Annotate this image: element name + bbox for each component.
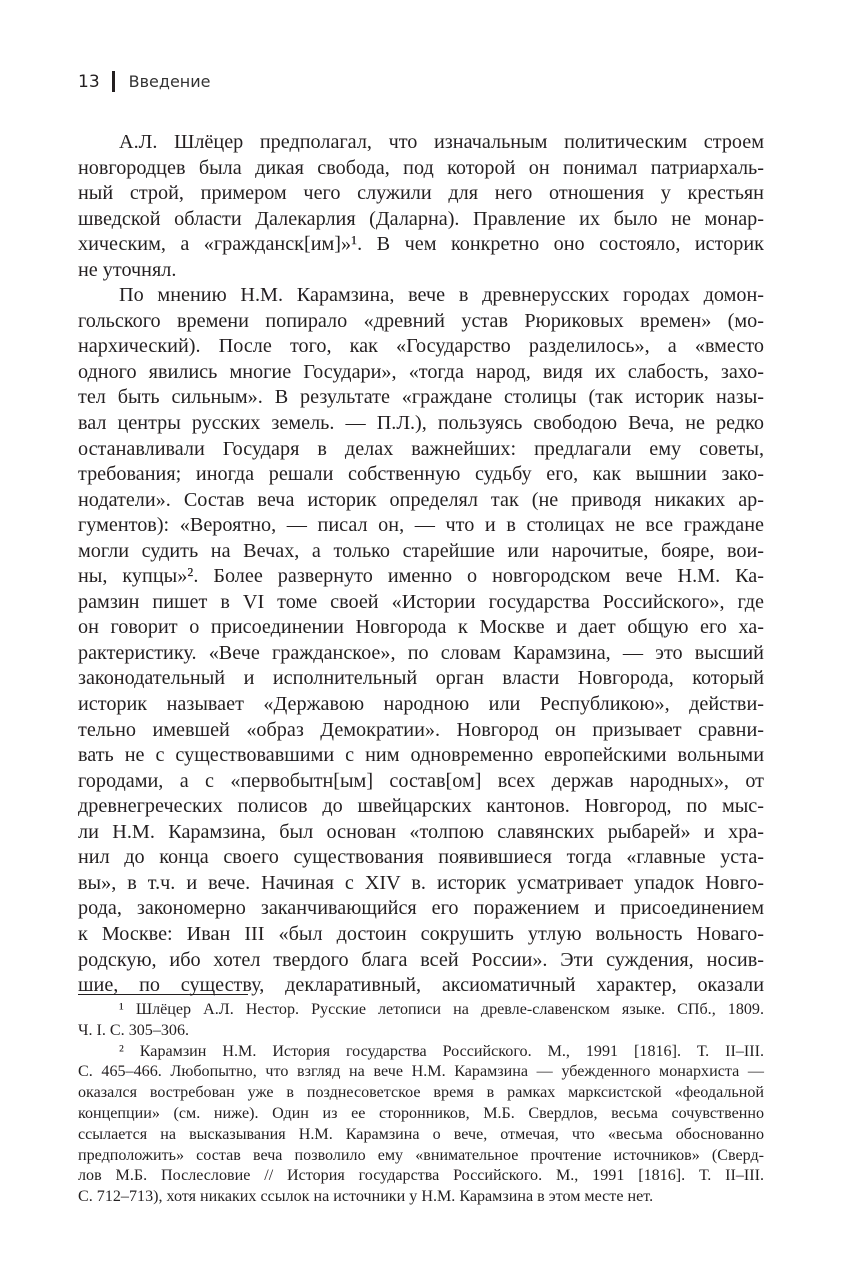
body-line: ли Н.М. Карамзина, был основан «толпою славянских рыбарей» и хра- [78, 820, 764, 843]
body-line: По мнению Н.М. Карамзина, вече в древнерусских городах домон- [119, 284, 764, 307]
body-line: не уточнял. [78, 258, 177, 281]
body-line: нодатели». Состав веча историк определял так (не приводя никаких ар- [78, 488, 764, 511]
section-title: Введение [128, 72, 211, 91]
body-line: родскую, ибо хотел твердого блага всей России». Эти суждения, носив- [78, 948, 764, 971]
body-line: древнегреческих полисов до швейцарских кантонов. Новгород, по мыс- [78, 795, 764, 818]
body-line: хическим, а «гражданск[им]»¹. В чем конкретно оно состояло, историк [78, 233, 764, 256]
body-line: нил до конца своего существования появившиеся тогда «главные уста- [78, 846, 764, 869]
footnotes [78, 1000, 764, 1208]
footnote-line: концепции» (см. ниже). Один из ее сторонников, М.Б. Свердлов, весьма сочувственно [78, 1104, 764, 1122]
body-line: тельно имевшей «образ Демократии». Новгород он призывает сравни- [78, 718, 764, 741]
footnote-line: предположить» состав веча позволило ему «внимательное прочтение источников» (Сверд- [78, 1146, 764, 1164]
body-line: вал центры русских земель. — П.Л.), пользуясь свободою Веча, не редко [78, 412, 764, 435]
body-line: ны, купцы»². Более развернуто именно о новгородском вече Н.М. Ка- [78, 565, 764, 588]
running-head [78, 71, 211, 92]
footnote-line: лов М.Б. Послесловие // История государства Российского. М., 1991 [1816]. Т. II–III. [78, 1167, 764, 1185]
body-line: вать не с существовавшими с ним одновременно европейскими вольными [78, 744, 764, 767]
page-number: 13 [78, 71, 100, 92]
body-line: вы», в т.ч. и вече. Начиная с XIV в. историк усматривает упадок Новго- [78, 871, 764, 894]
body-text [78, 130, 764, 999]
body-line: шведской области Далекарлия (Даларна). Правление их было не монар- [78, 207, 764, 230]
footnote-line: С. 712–713), хотя никаких ссылок на источники у Н.М. Карамзина в этом месте нет. [78, 1188, 654, 1206]
body-line: останавливали Государя в делах важнейших: предлагали ему советы, [78, 437, 764, 460]
footnote-divider [78, 994, 248, 995]
body-line: гументов): «Вероятно, — писал он, — что и в столицах не все граждане [78, 514, 764, 537]
body-line: одного явились многие Государи», «тогда народ, видя их слабость, захо- [78, 360, 764, 383]
body-line: требования; иногда решали собственную судьбу его, как вышнии зако- [78, 463, 764, 486]
body-line: шие, по существу, декларативный, аксиоматичный характер, оказали [78, 974, 764, 997]
body-line: новгородцев была дикая свобода, под которой он понимал патриархаль- [78, 156, 764, 179]
footnote-line: ссылается на высказывания Н.М. Карамзина о вече, отмечая, что «весьма обоснованно [78, 1125, 764, 1143]
body-line: могли судить на Вечах, а только старейшие или нарочитые, бояре, вои- [78, 539, 764, 562]
body-line: историк называет «Державою народною или Республикою», действи- [78, 693, 764, 716]
footnote-line: оказался востребован уже в позднесоветское время в рамках марксистской «феодальной [78, 1084, 764, 1102]
body-line: рактеристику. «Вече гражданское», по словам Карамзина, — это высший [78, 641, 764, 664]
body-line: к Москве: Иван III «был достоин сокрушить утлую вольность Новаго- [78, 922, 764, 945]
footnote-line: ² Карамзин Н.М. История государства Российского. М., 1991 [1816]. Т. II–III. [119, 1042, 764, 1060]
footnote-line: Ч. I. С. 305–306. [78, 1021, 190, 1039]
body-line: рода, закономерно заканчивающийся его поражением и присоединением [78, 897, 764, 920]
body-line: гольского времени попирало «древний устав Рюриковых времен» (мо- [78, 309, 764, 332]
footnote-line: С. 465–466. Любопытно, что взгляд на вече Н.М. Карамзина — убежденного монархиста — [78, 1063, 764, 1081]
body-line: А.Л. Шлёцер предполагал, что изначальным политическим строем [119, 131, 764, 153]
header-separator [112, 71, 115, 92]
body-line: законодательный и исполнительный орган власти Новгорода, который [78, 667, 764, 690]
body-line: он говорит о присоединении Новгорода к Москве и дает общую его ха- [78, 616, 764, 639]
body-line: ный строй, примером чего служили для него отношения у крестьян [78, 182, 764, 205]
body-line: городами, а с «первобытн[ым] состав[ом] всех держав народных», от [78, 769, 764, 792]
footnote-line: ¹ Шлёцер А.Л. Нестор. Русские летописи на древле-славенском языке. СПб., 1809. [119, 1001, 764, 1018]
body-line: тел быть сильным». В результате «граждане столицы (так историк назы- [78, 386, 764, 409]
body-line: нархический). После того, как «Государство разделилось», а «вместо [78, 335, 764, 358]
body-line: рамзин пишет в VI томе своей «Истории государства Российского», где [78, 590, 764, 613]
